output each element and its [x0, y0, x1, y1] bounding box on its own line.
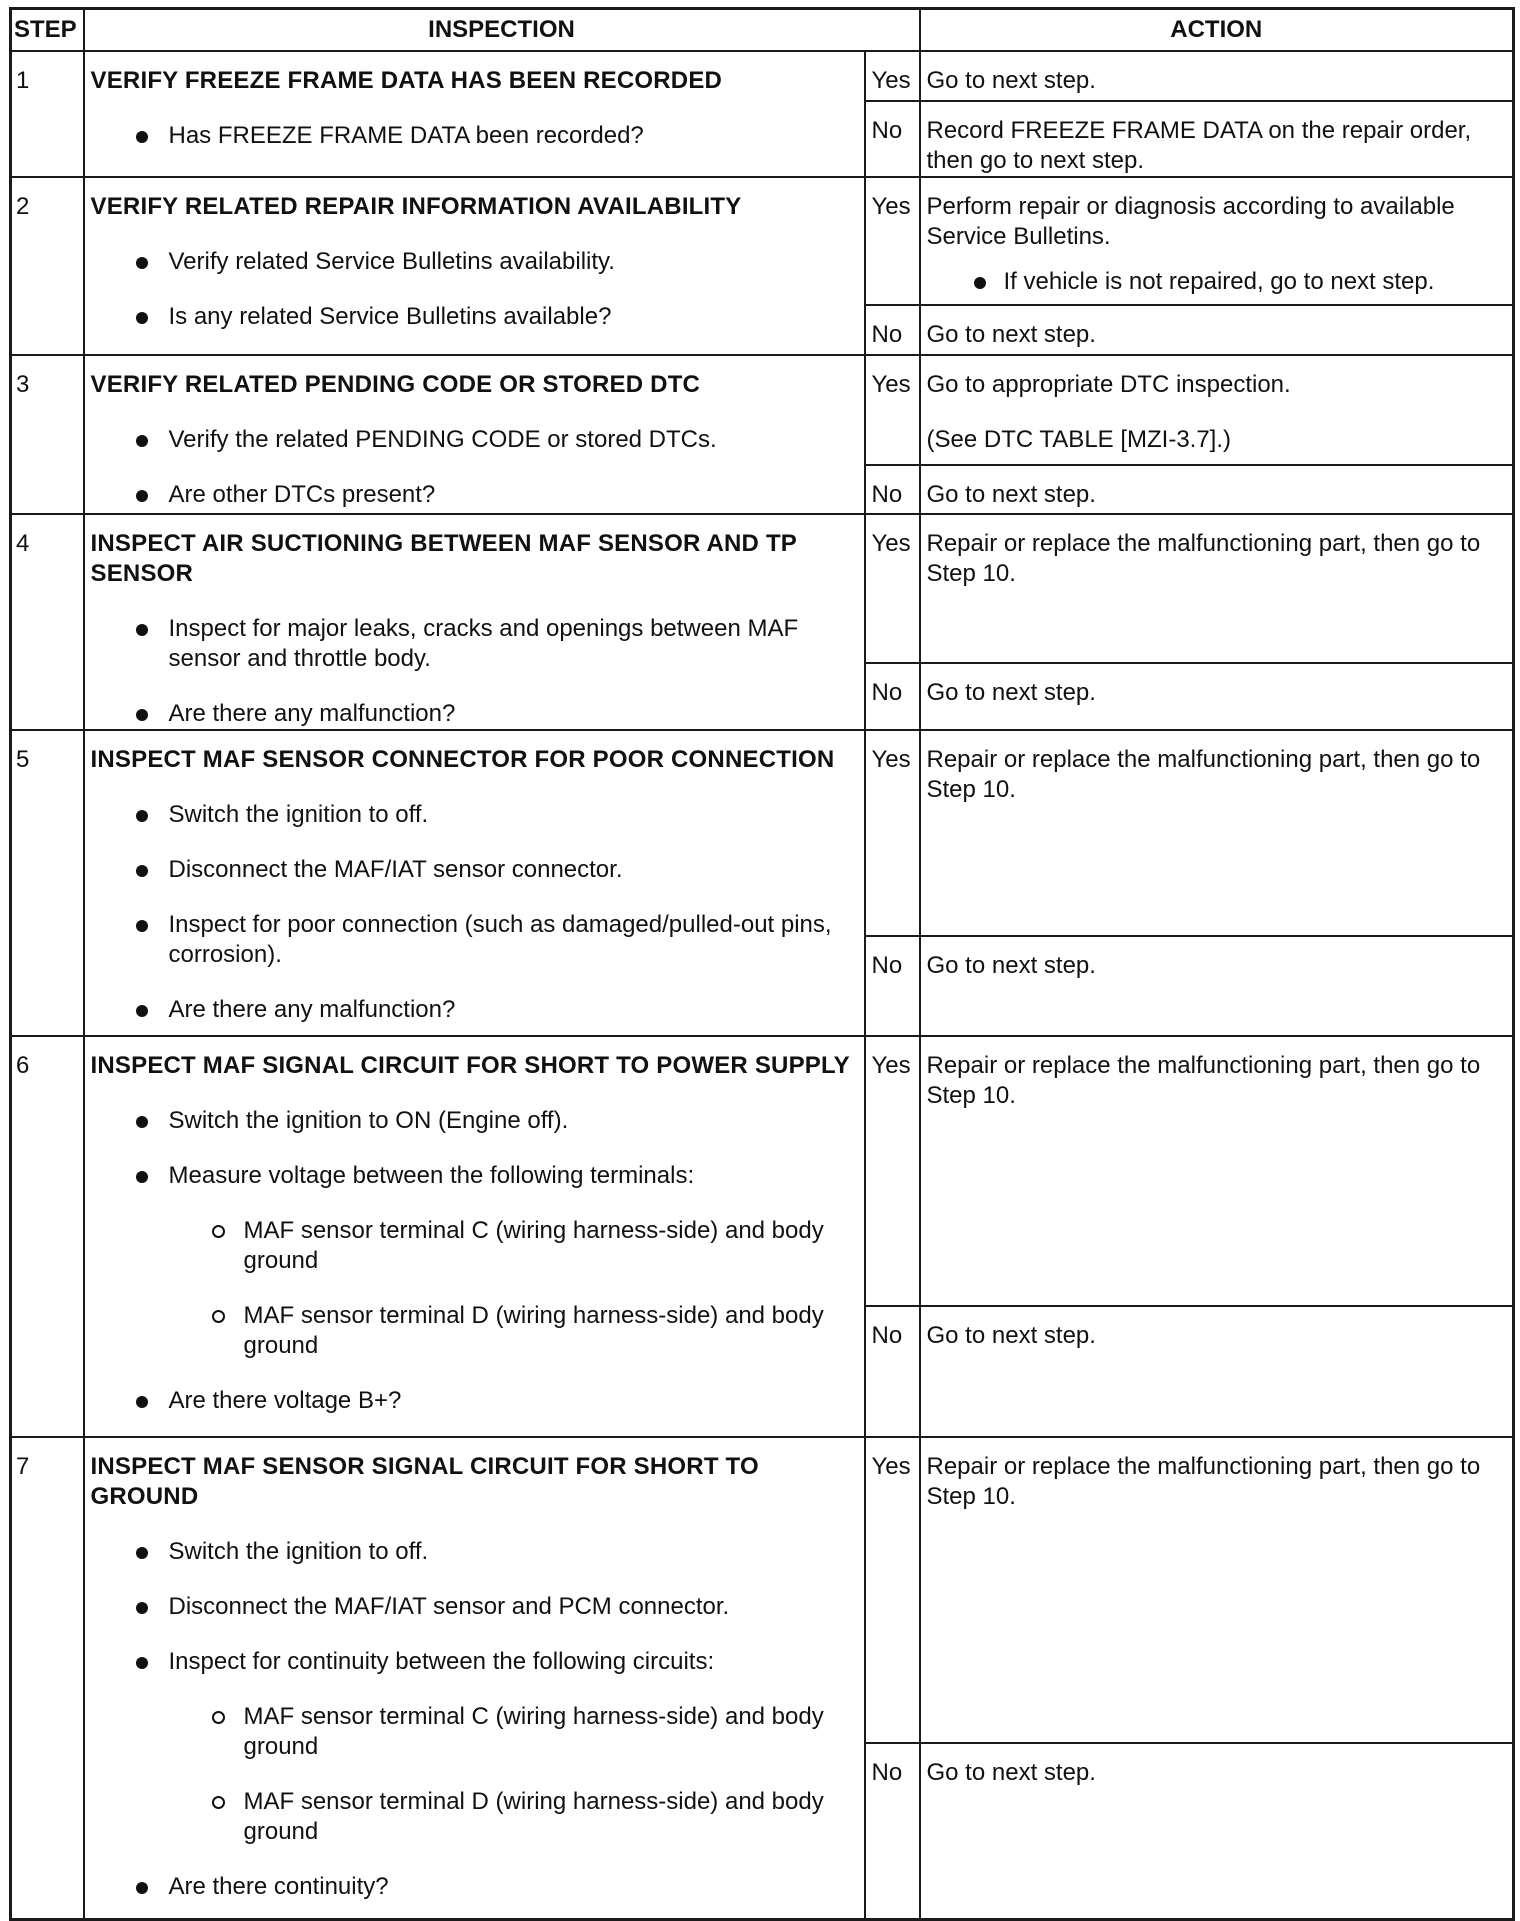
step-number: 3	[11, 355, 84, 514]
yes-label: Yes	[865, 1437, 920, 1743]
action-bullet-list	[927, 267, 1505, 297]
table-row	[11, 355, 1514, 465]
no-action: Go to next step.	[920, 1743, 1514, 1920]
step-title: INSPECT MAF SENSOR SIGNAL CIRCUIT FOR SHORT TO GROUND	[90, 1453, 759, 1510]
step-number: 2	[11, 177, 84, 355]
no-label: No	[865, 1743, 920, 1920]
step-number: 6	[11, 1036, 84, 1437]
no-action: Go to next step.	[920, 663, 1514, 730]
no-label: No	[865, 305, 920, 355]
bullet-list	[91, 1537, 856, 1902]
list-item: Are there voltage B+?	[91, 1386, 856, 1416]
list-item: Are other DTCs present?	[91, 480, 856, 510]
table-row	[11, 177, 1514, 305]
yes-label: Yes	[865, 177, 920, 305]
yes-action: Repair or replace the malfunctioning part, then go to Step 10.	[920, 730, 1514, 936]
no-label: No	[865, 465, 920, 514]
table-row	[11, 1036, 1514, 1306]
list-item: Switch the ignition to off.	[91, 1537, 856, 1567]
list-item: If vehicle is not repaired, go to next step.	[927, 267, 1505, 297]
no-label: No	[865, 101, 920, 177]
yes-action: Repair or replace the malfunctioning part, then go to Step 10.	[920, 1437, 1514, 1743]
no-label: No	[865, 663, 920, 730]
step-title: INSPECT MAF SENSOR CONNECTOR FOR POOR CONNECTION	[90, 746, 835, 773]
list-item: Inspect for poor connection (such as damaged/pulled-out pins, corrosion).	[91, 910, 856, 970]
header-row	[11, 9, 1514, 52]
step-header: STEP	[11, 9, 84, 52]
sub-bullet-list	[169, 1702, 856, 1847]
inspection-cell	[84, 355, 865, 514]
list-item-text: Measure voltage between the following terminals:	[168, 1162, 695, 1189]
yes-label: Yes	[865, 355, 920, 465]
step-title: VERIFY FREEZE FRAME DATA HAS BEEN RECORDED	[90, 67, 723, 94]
sub-list-item: MAF sensor terminal C (wiring harness-side) and body ground	[169, 1216, 856, 1276]
table-row	[11, 514, 1514, 663]
list-item	[91, 1161, 856, 1361]
list-item: Has FREEZE FRAME DATA been recorded?	[91, 121, 856, 151]
bullet-list	[91, 425, 856, 510]
step-number: 4	[11, 514, 84, 730]
list-item: Are there any malfunction?	[91, 995, 856, 1025]
sub-bullet-list	[169, 1216, 856, 1361]
yes-action-cell	[920, 355, 1514, 465]
bullet-list	[91, 614, 856, 729]
inspection-header: INSPECTION	[84, 9, 920, 52]
inspection-cell	[84, 177, 865, 355]
list-item-text: Inspect for continuity between the following circuits:	[168, 1648, 715, 1675]
list-item: Are there continuity?	[91, 1872, 856, 1902]
yes-action: Perform repair or diagnosis according to available Service Bulletins.	[926, 193, 1455, 250]
no-label: No	[865, 1306, 920, 1437]
list-item: Disconnect the MAF/IAT sensor and PCM connector.	[91, 1592, 856, 1622]
step-number: 1	[11, 51, 84, 177]
bullet-list	[91, 121, 856, 151]
list-item: Are there any malfunction?	[91, 699, 856, 729]
list-item: Verify the related PENDING CODE or stored DTCs.	[91, 425, 856, 455]
inspection-cell	[84, 1437, 865, 1920]
yes-action: Repair or replace the malfunctioning part, then go to Step 10.	[920, 1036, 1514, 1306]
list-item: Disconnect the MAF/IAT sensor connector.	[91, 855, 856, 885]
sub-list-item: MAF sensor terminal D (wiring harness-side) and body ground	[169, 1787, 856, 1847]
sub-list-item: MAF sensor terminal C (wiring harness-side) and body ground	[169, 1702, 856, 1762]
inspection-cell	[84, 51, 865, 177]
inspection-table	[9, 7, 1515, 1921]
no-label: No	[865, 936, 920, 1036]
list-item: Switch the ignition to ON (Engine off).	[91, 1106, 856, 1136]
table-row	[11, 730, 1514, 936]
no-action: Go to next step.	[920, 1306, 1514, 1437]
inspection-cell	[84, 730, 865, 1036]
yes-label: Yes	[865, 51, 920, 101]
dtc-table-reference: (See DTC TABLE [MZI-3.7].)	[926, 426, 1232, 453]
action-header: ACTION	[920, 9, 1514, 52]
bullet-list	[91, 1106, 856, 1416]
no-action: Go to next step.	[920, 936, 1514, 1036]
list-item: Is any related Service Bulletins available?	[91, 302, 856, 332]
table-row	[11, 1437, 1514, 1743]
step-number: 5	[11, 730, 84, 1036]
bullet-list	[91, 247, 856, 332]
yes-action: Go to next step.	[920, 51, 1514, 101]
list-item: Switch the ignition to off.	[91, 800, 856, 830]
list-item: Verify related Service Bulletins availability.	[91, 247, 856, 277]
no-action: Go to next step.	[920, 305, 1514, 355]
yes-label: Yes	[865, 730, 920, 936]
yes-label: Yes	[865, 1036, 920, 1306]
table-row	[11, 51, 1514, 101]
step-title: VERIFY RELATED PENDING CODE OR STORED DTC	[90, 371, 701, 398]
step-title: INSPECT AIR SUCTIONING BETWEEN MAF SENSOR AND TP SENSOR	[90, 530, 797, 587]
step-title: INSPECT MAF SIGNAL CIRCUIT FOR SHORT TO POWER SUPPLY	[90, 1052, 850, 1079]
no-action: Go to next step.	[920, 465, 1514, 514]
yes-action: Repair or replace the malfunctioning part, then go to Step 10.	[920, 514, 1514, 663]
step-title: VERIFY RELATED REPAIR INFORMATION AVAILABILITY	[90, 193, 742, 220]
sub-list-item: MAF sensor terminal D (wiring harness-side) and body ground	[169, 1301, 856, 1361]
list-item: Inspect for major leaks, cracks and openings between MAF sensor and throttle body.	[91, 614, 856, 674]
no-action: Record FREEZE FRAME DATA on the repair order, then go to next step.	[920, 101, 1514, 177]
step-number: 7	[11, 1437, 84, 1920]
yes-label: Yes	[865, 514, 920, 663]
yes-action-cell	[920, 177, 1514, 305]
inspection-cell	[84, 1036, 865, 1437]
bullet-list	[91, 800, 856, 1025]
yes-action: Go to appropriate DTC inspection.	[926, 371, 1291, 398]
list-item	[91, 1647, 856, 1847]
inspection-cell	[84, 514, 865, 730]
